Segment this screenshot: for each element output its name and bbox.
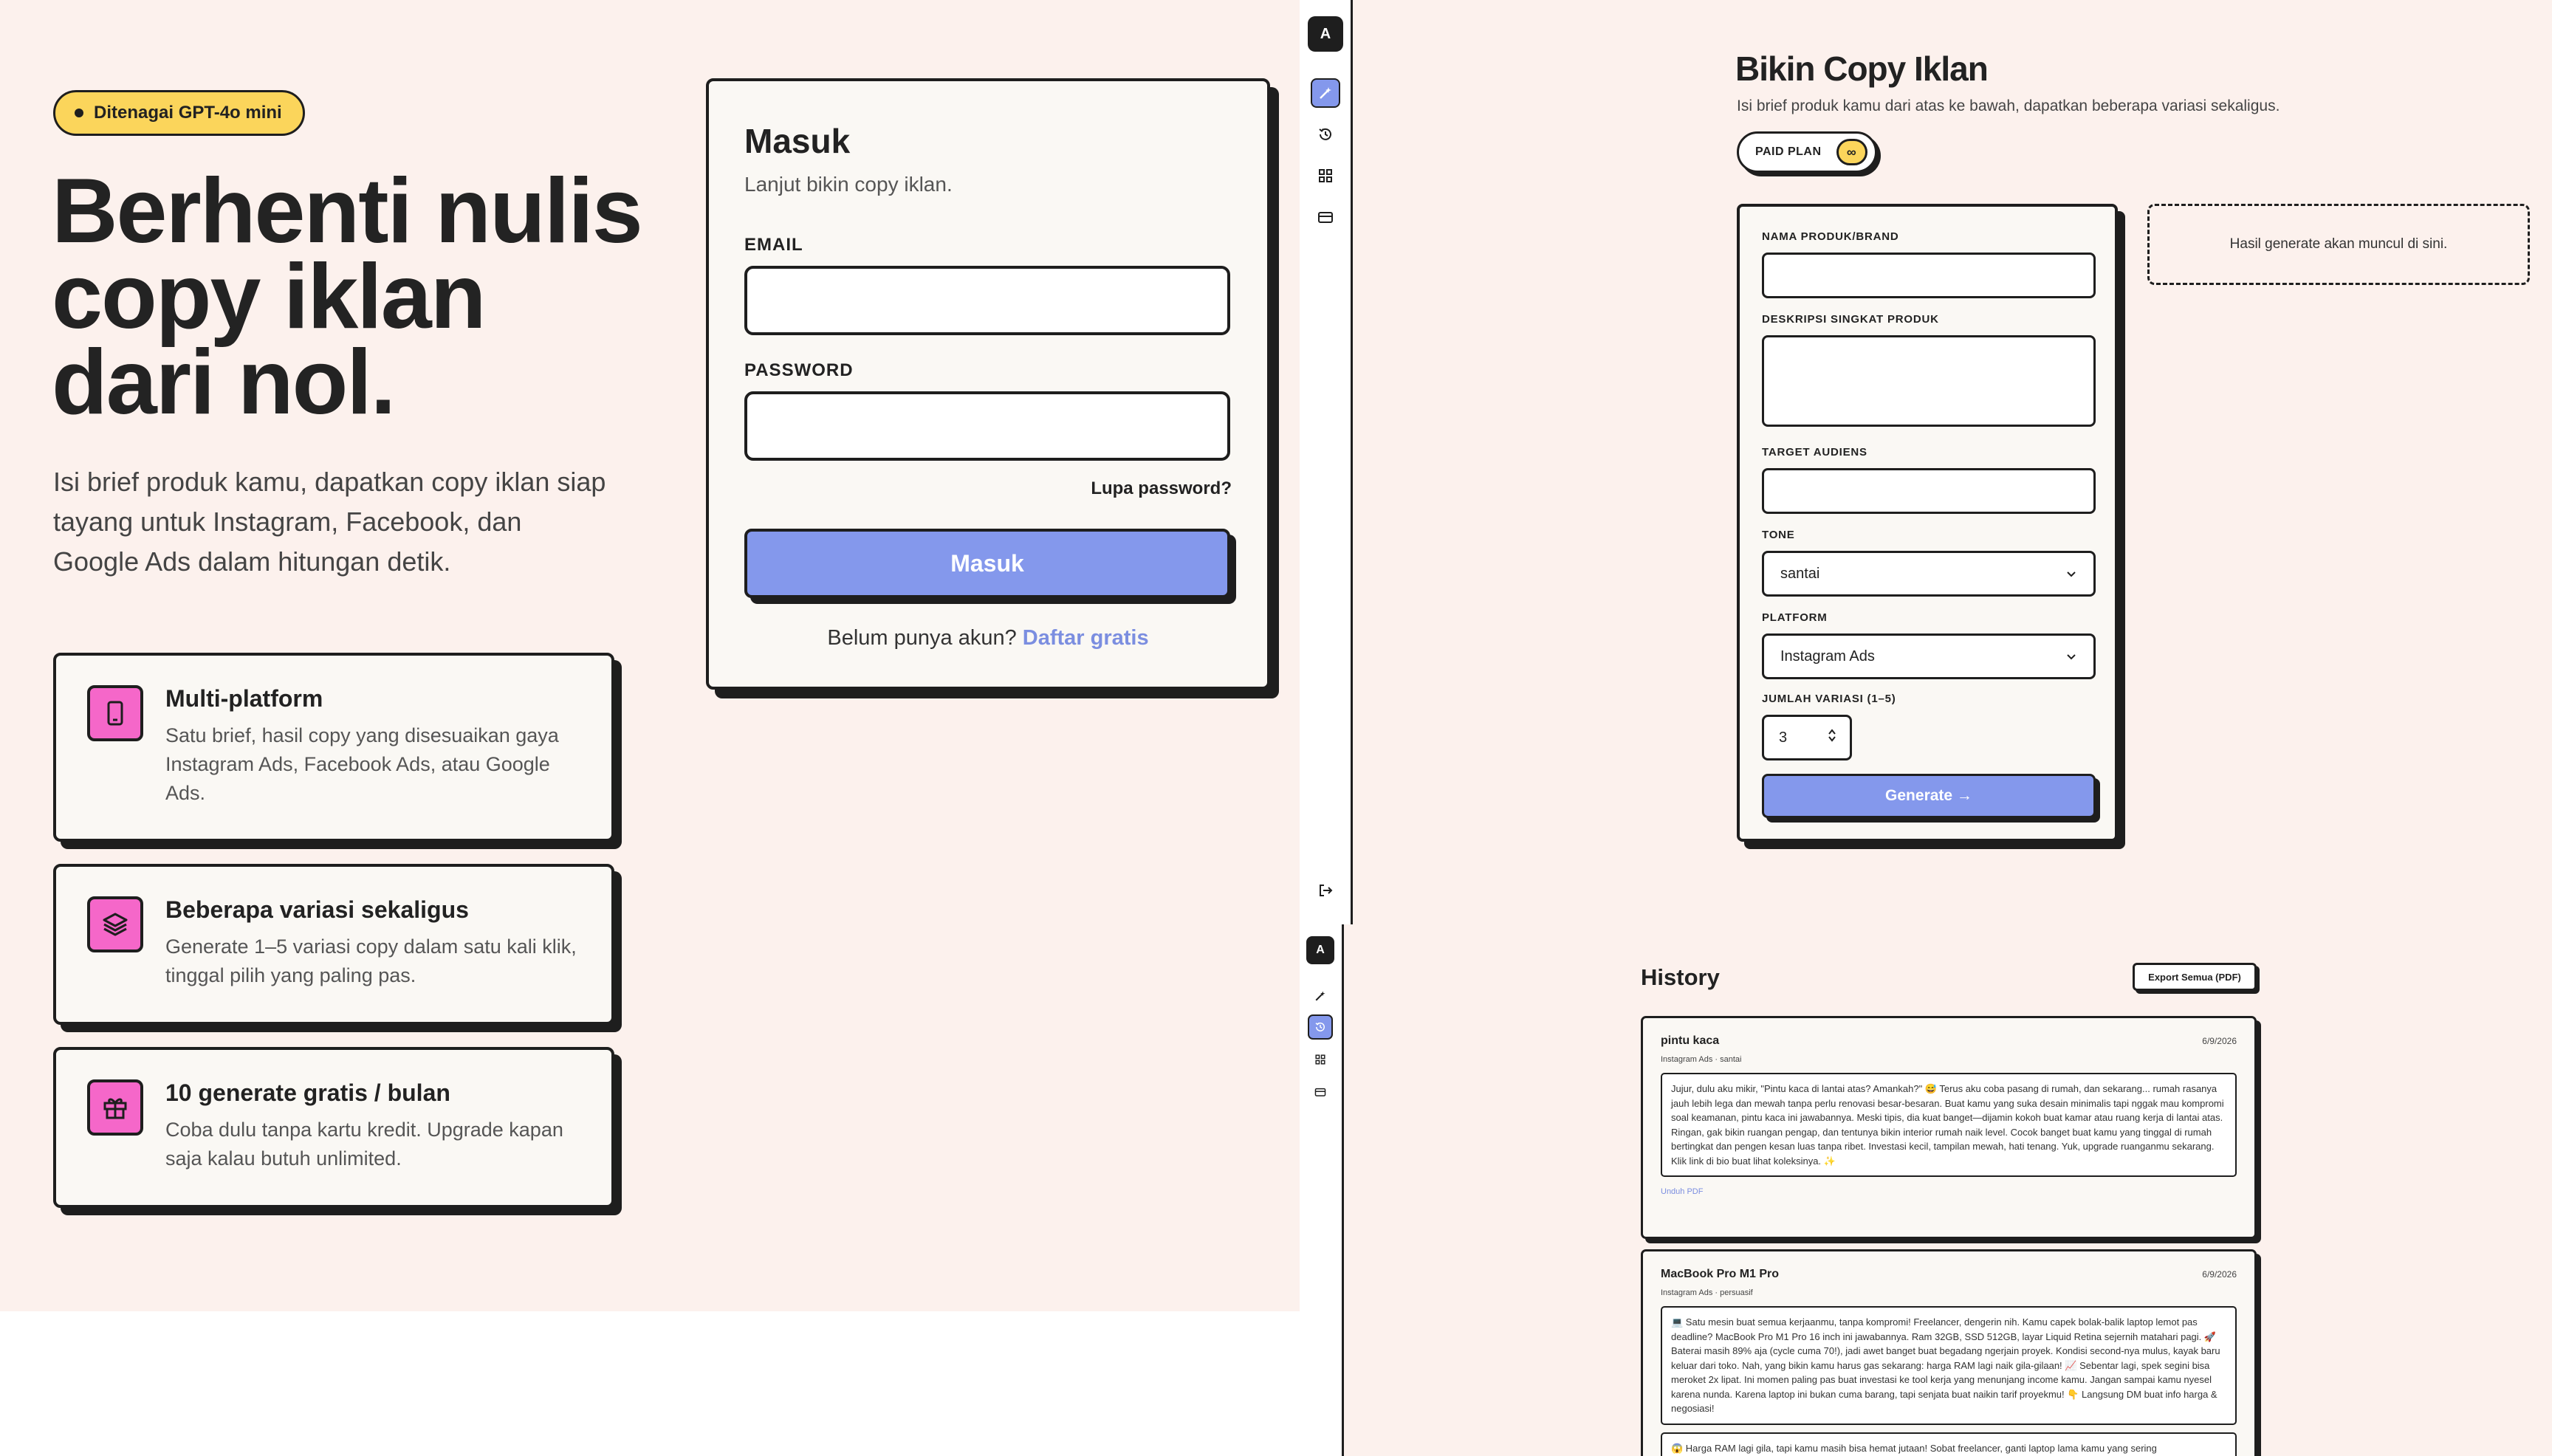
variations-stepper[interactable] xyxy=(1762,715,1852,760)
badge-label: Ditenagai GPT-4o mini xyxy=(94,103,282,123)
logout-icon[interactable] xyxy=(1311,876,1340,905)
headline-line-2: copy iklan xyxy=(52,246,485,348)
user-avatar[interactable]: A xyxy=(1308,16,1343,52)
signup-prompt-text: Belum punya akun? xyxy=(827,626,1017,650)
history-item-meta: Instagram Ads · santai xyxy=(1661,1055,1742,1064)
history-item xyxy=(1641,1016,2257,1239)
platform-label: PLATFORM xyxy=(1762,611,1828,624)
plan-badge xyxy=(1737,131,1877,173)
feature-title: Multi-platform xyxy=(165,685,323,712)
feature-desc: Generate 1–5 variasi copy dalam satu kali klik, tinggal pilih yang paling pas. xyxy=(165,935,577,986)
description-textarea[interactable] xyxy=(1762,335,2096,427)
feature-title: Beberapa variasi sekaligus xyxy=(165,896,469,923)
layers-icon xyxy=(87,896,143,952)
badge-dot-icon xyxy=(75,109,83,117)
user-avatar[interactable]: A xyxy=(1306,936,1334,964)
email-label: EMAIL xyxy=(744,235,803,255)
plan-label: PAID PLAN xyxy=(1755,145,1822,158)
history-copy-text: 😱 Harga RAM lagi gila, tapi kamu masih bisa hemat jutaan! Sobat freelancer, ganti laptop lama kamu yang sering xyxy=(1661,1432,2237,1456)
model-badge xyxy=(53,90,305,136)
chevron-down-icon xyxy=(2065,648,2077,665)
plan-quota: ∞ xyxy=(1836,139,1867,165)
tone-label: TONE xyxy=(1762,529,1795,541)
login-page xyxy=(0,0,1300,1311)
magic-wand-icon[interactable] xyxy=(1308,983,1333,1009)
history-sidebar xyxy=(1301,924,1342,1456)
variations-value: 3 xyxy=(1779,729,1788,746)
audience-label: TARGET AUDIENS xyxy=(1762,446,1867,459)
signup-link[interactable]: Daftar gratis xyxy=(1022,626,1149,650)
forgot-password-link[interactable]: Lupa password? xyxy=(1091,478,1232,498)
result-placeholder: Hasil generate akan muncul di sini. xyxy=(2147,204,2530,285)
brief-form xyxy=(1737,204,2118,842)
password-field[interactable] xyxy=(744,391,1230,461)
password-label: PASSWORD xyxy=(744,360,854,380)
history-item-meta: Instagram Ads · persuasif xyxy=(1661,1288,1753,1297)
history-icon[interactable] xyxy=(1311,120,1340,149)
product-label: NAMA PRODUK/BRAND xyxy=(1762,230,1899,243)
download-pdf-link[interactable]: Unduh PDF xyxy=(1661,1187,1704,1196)
history-item-name: pintu kaca xyxy=(1661,1034,1720,1047)
credit-card-icon[interactable] xyxy=(1311,202,1340,232)
history-item-date: 6/9/2026 xyxy=(2202,1269,2237,1280)
gift-icon xyxy=(87,1079,143,1136)
history-item-name: MacBook Pro M1 Pro xyxy=(1661,1268,1780,1280)
history-icon[interactable] xyxy=(1308,1014,1333,1040)
app-sidebar xyxy=(1301,0,1351,924)
history-copy-text: Jujur, dulu aku mikir, "Pintu kaca di lantai atas? Amankah?" 😅 Terus aku coba pasang di rumah, dan sekarang... rumah rasanya jauh lebih lega dan mewah tanpa perlu renovasi besar-besaran. Buat kamu yang suka desain minimalis tapi nggak mau kompromi soal keamanan, pintu kaca ini jawabannya. Meski tipis, dia kuat banget—dijamin kokoh buat kamar atau ruang kerja di lantai atas. Ringan, gak bikin ruangan pengap, dan tentunya bikin interior rumah naik level. Cocok banget buat kamu yang tinggal di rumah bertingkat dan pengen kesan luas tanpa ribet. Investasi kecil, tampilan mewah, hati tenang. Yuk, upgrade ruanganmu sekarang. Klik link di bio buat lihat koleksinya. ✨ xyxy=(1661,1073,2237,1177)
history-title: History xyxy=(1641,964,1720,990)
grid-icon[interactable] xyxy=(1311,161,1340,190)
page-title: Bikin Copy Iklan xyxy=(1735,49,1988,88)
hero-headline xyxy=(52,160,657,433)
login-subtitle: Lanjut bikin copy iklan. xyxy=(744,173,953,196)
export-all-button[interactable]: Export Semua (PDF) xyxy=(2133,963,2257,991)
headline-line-1: Berhenti nulis xyxy=(52,160,642,262)
magic-wand-icon[interactable] xyxy=(1311,78,1340,108)
product-name-input[interactable] xyxy=(1762,253,2096,298)
generate-button[interactable]: Generate → xyxy=(1762,774,2096,818)
feature-card-free-quota xyxy=(53,1047,614,1208)
history-sidebar-divider xyxy=(1342,924,1344,1456)
feature-desc: Coba dulu tanpa kartu kredit. Upgrade kapan saja kalau butuh unlimited. xyxy=(165,1119,563,1170)
audience-input[interactable] xyxy=(1762,468,2096,514)
credit-card-icon[interactable] xyxy=(1308,1079,1333,1105)
variations-label: JUMLAH VARIASI (1–5) xyxy=(1762,693,1896,705)
feature-card-multiplatform xyxy=(53,653,614,842)
stepper-arrows-icon[interactable] xyxy=(1828,728,1836,747)
description-label: DESKRIPSI SINGKAT PRODUK xyxy=(1762,313,1939,326)
tone-value: santai xyxy=(1780,565,1820,582)
login-submit-button[interactable]: Masuk xyxy=(744,529,1230,598)
platform-value: Instagram Ads xyxy=(1780,648,1875,665)
page-subtitle: Isi brief produk kamu dari atas ke bawah, dapatkan beberapa variasi sekaligus. xyxy=(1737,97,2280,114)
tone-select[interactable] xyxy=(1762,551,2096,597)
hero-lead: Isi brief produk kamu, dapatkan copy iklan siap tayang untuk Instagram, Facebook, dan Google Ads dalam hitungan detik. xyxy=(53,467,606,577)
email-field[interactable] xyxy=(744,266,1230,335)
grid-icon[interactable] xyxy=(1308,1047,1333,1072)
feature-title: 10 generate gratis / bulan xyxy=(165,1079,450,1106)
history-item-date: 6/9/2026 xyxy=(2202,1036,2237,1046)
feature-card-variations xyxy=(53,864,614,1025)
chevron-down-icon xyxy=(2065,566,2077,583)
feature-desc: Satu brief, hasil copy yang disesuaikan gaya Instagram Ads, Facebook Ads, atau Google Ads. xyxy=(165,724,559,804)
platform-select[interactable] xyxy=(1762,633,2096,679)
history-copy-text: 💻 Satu mesin buat semua kerjaanmu, tanpa kompromi! Freelancer, dengerin nih. Kamu capek bolak-balik laptop lemot pas deadline? MacBook Pro M1 Pro 16 inch ini jawabannya. Ram 32GB, SSD 512GB, layar Liquid Retina sejernih matahari pagi. 🚀 Baterai masih 89% aja (cycle cuma 70!), jadi awet banget buat begadang ngerjain proyek. Kondisi second-nya mulus, kayak baru keluar dari toko. Nah, yang bikin kamu harus gas sekarang: harga RAM lagi naik gila-gilaan! 📈 Sebentar lagi, spek segini bisa meroket 2x lipat. Ini momen paling pas buat investasi ke tool kerja yang menunjang income kamu. Jangan sampai kamu nyesel karena nunda. Karena laptop ini bukan cuma barang, tapi senjata buat naikin tarif proyekmu! 👇 Langsung DM buat info harga & negosiasi! xyxy=(1661,1306,2237,1425)
headline-line-3: dari nol. xyxy=(52,332,395,433)
signup-prompt xyxy=(709,626,1267,650)
history-item xyxy=(1641,1249,2257,1456)
smartphone-icon xyxy=(87,685,143,741)
login-card xyxy=(706,78,1270,690)
login-title: Masuk xyxy=(744,122,851,160)
